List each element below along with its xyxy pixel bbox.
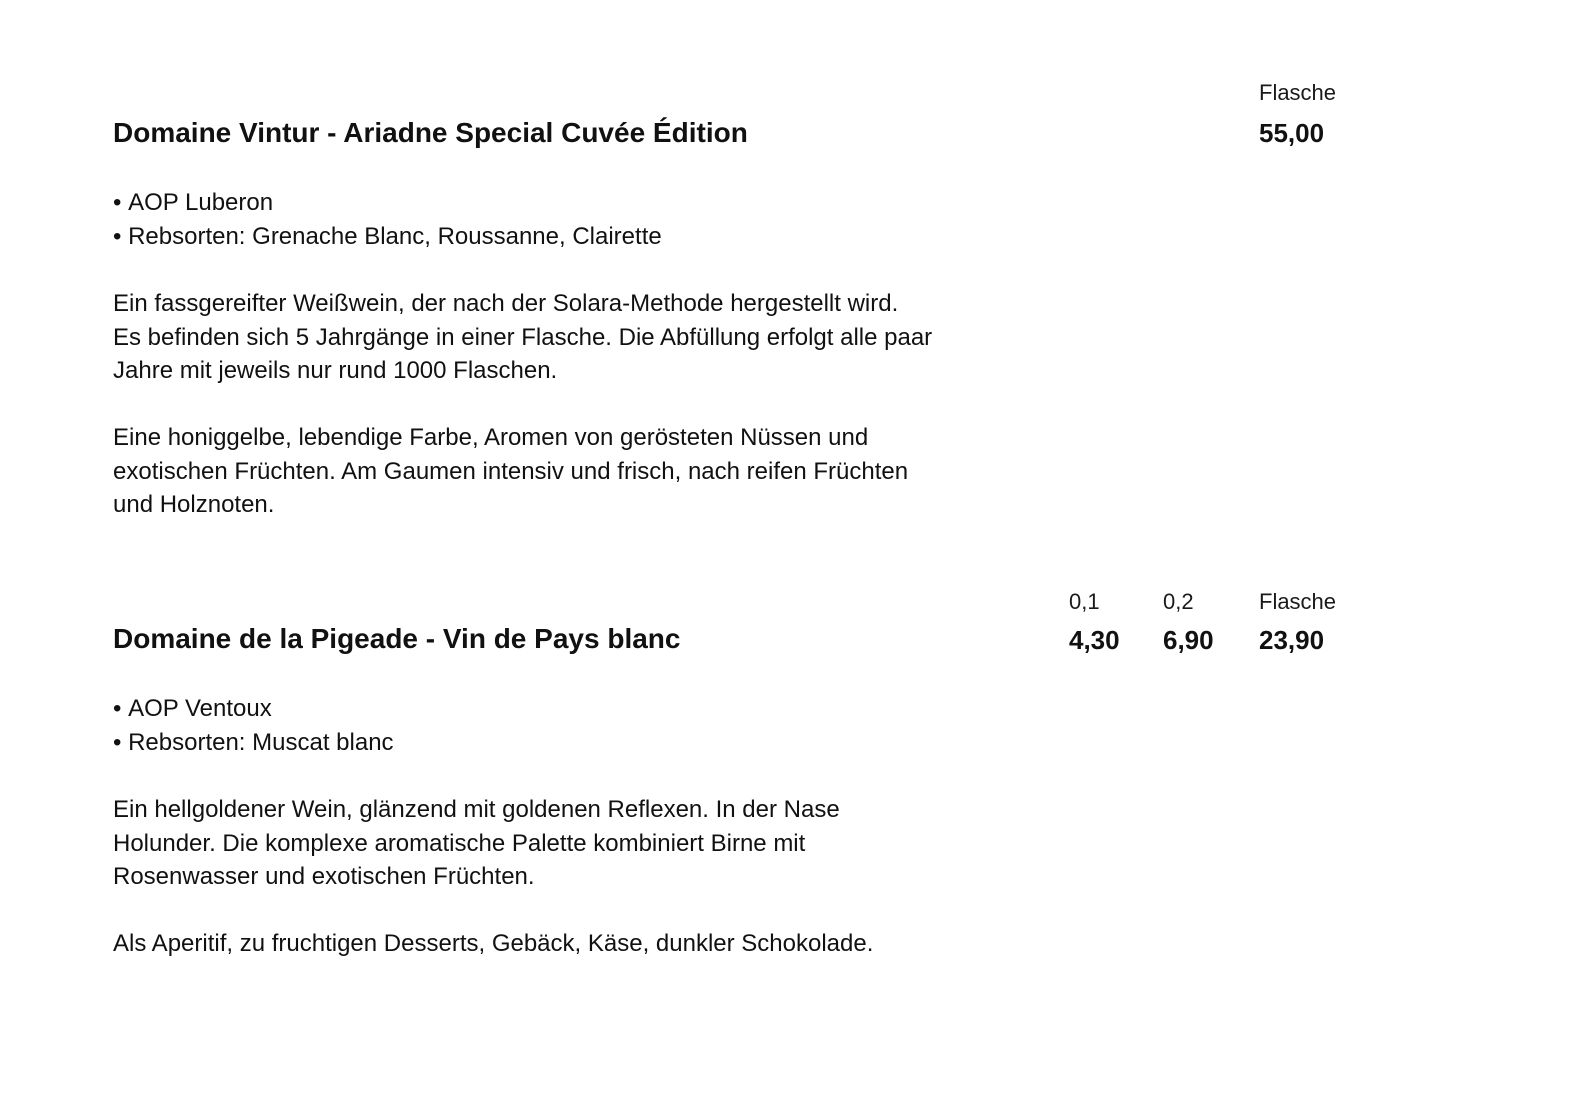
- wine-tasting-notes: Eine honiggelbe, lebendige Farbe, Aromen von gerösteten Nüssen und exotischen Früchten. Am Gaumen intensiv und frisch, nach reifen Früchten und Holznoten.: [113, 424, 909, 518]
- size-label-bottle: Flasche: [1259, 589, 1337, 614]
- wine-pairing: Als Aperitif, zu fruchtigen Desserts, Gebäck, Käse, dunkler Schokolade.: [113, 930, 874, 957]
- fact-appellation: • AOP Luberon: [113, 186, 662, 220]
- size-label-bottle: Flasche: [1259, 80, 1337, 105]
- wine-facts-list: [113, 186, 662, 253]
- price-glass-0-2: 6,90: [1163, 625, 1214, 655]
- wine-description: Ein hellgoldener Wein, glänzend mit goldenen Reflexen. In der Nase Holunder. Die komplexe aromatische Palette kombiniert Birne mit Rosenwasser und exotischen Früchten.: [113, 796, 840, 890]
- size-label-glass-0-1: 0,1: [1069, 589, 1100, 614]
- wine-title: Domaine de la Pigeade - Vin de Pays blanc: [113, 623, 681, 654]
- size-label-glass-0-2: 0,2: [1163, 589, 1194, 614]
- wine-title: Domaine Vintur - Ariadne Special Cuvée Édition: [113, 117, 748, 148]
- fact-grapes: • Rebsorten: Muscat blanc: [113, 726, 394, 760]
- wine-description: Ein fassgereifter Weißwein, der nach der Solara-Methode hergestellt wird. Es befinden sich 5 Jahrgänge in einer Flasche. Die Abfüllung erfolgt alle paar Jahre mit jeweils nur rund 1000 Flaschen.: [113, 290, 933, 384]
- price-bottle: 55,00: [1259, 118, 1325, 148]
- price-glass-0-1: 4,30: [1069, 625, 1120, 655]
- fact-grapes: • Rebsorten: Grenache Blanc, Roussanne, Clairette: [113, 220, 662, 254]
- price-bottle: 23,90: [1259, 625, 1325, 655]
- wine-facts-list: [113, 692, 394, 759]
- fact-appellation: • AOP Ventoux: [113, 692, 394, 726]
